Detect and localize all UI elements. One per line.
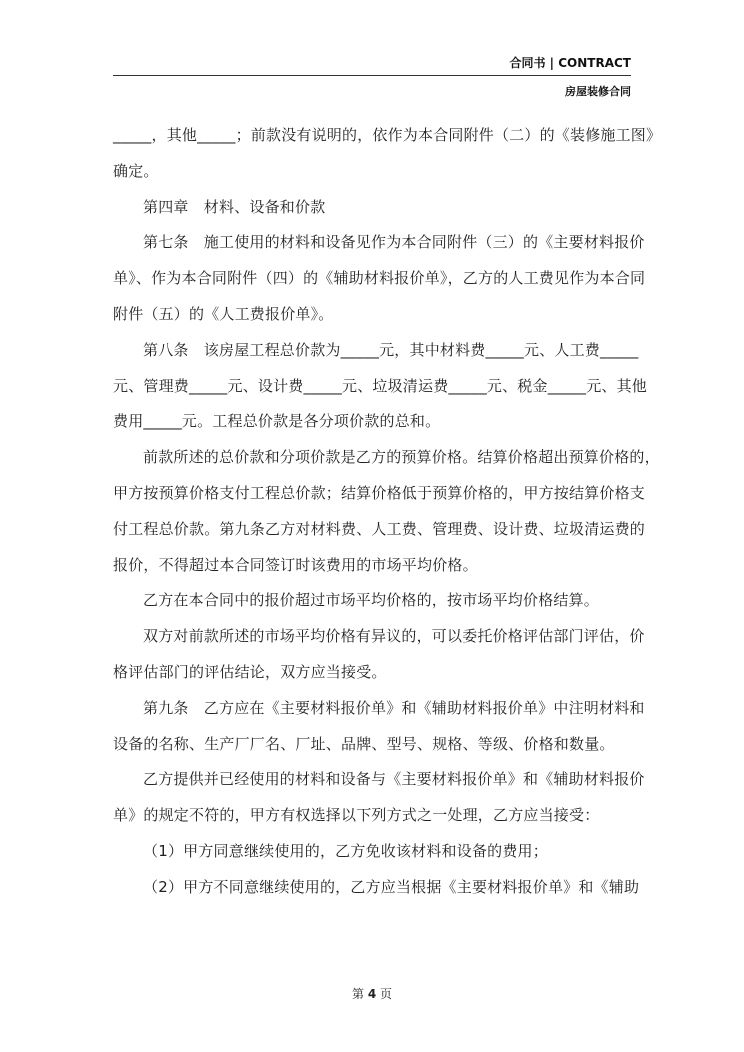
body-line: 第九条 乙方应在《主要材料报价单》和《辅助材料报价单》中注明材料和 bbox=[143, 698, 645, 717]
body-line: 确定。 bbox=[113, 161, 159, 180]
body-line: 费用_____元。工程总价款是各分项价款的总和。 bbox=[113, 412, 441, 431]
page-number-suffix: 页 bbox=[380, 987, 393, 1001]
body-line: 乙方在本合同中的报价超过市场平均价格的，按市场平均价格结算。 bbox=[143, 591, 600, 610]
header-subtitle: 房屋装修合同 bbox=[565, 85, 631, 98]
body-line: 格评估部门的评估结论，双方应当接受。 bbox=[113, 662, 387, 681]
body-line: 前款所述的总价款和分项价款是乙方的预算价格。结算价格超出预算价格的， bbox=[143, 448, 660, 467]
body-line: 第八条 该房屋工程总价款为_____元，其中材料费_____元、人工费_____ bbox=[143, 340, 639, 359]
header-divider bbox=[113, 75, 631, 76]
body-line: 报价，不得超过本合同签订时该费用的市场平均价格。 bbox=[113, 555, 478, 574]
list-item: （2）甲方不同意继续使用的，乙方应当根据《主要材料报价单》和《辅助 bbox=[143, 877, 640, 896]
body-line: 乙方提供并已经使用的材料和设备与《主要材料报价单》和《辅助材料报价 bbox=[143, 770, 645, 789]
chapter-heading: 第四章 材料、设备和价款 bbox=[143, 197, 326, 216]
page-footer bbox=[0, 985, 744, 1002]
body-line: 甲方按预算价格支付工程总价款；结算价格低于预算价格的，甲方按结算价格支 bbox=[113, 483, 646, 502]
page-number-prefix: 第 bbox=[351, 987, 364, 1001]
body-line: 元、管理费_____元、设计费_____元、垃圾清运费_____元、税金_____元、其他 bbox=[113, 376, 648, 395]
header-brand: 合同书 | CONTRACT bbox=[509, 56, 631, 70]
body-line: 双方对前款所述的市场平均价格有异议的，可以委托价格评估部门评估，价 bbox=[143, 627, 645, 646]
page-number: 4 bbox=[367, 987, 377, 1001]
body-line: 单》的规定不符的，甲方有权选择以下列方式之一处理，乙方应当接受： bbox=[113, 806, 600, 825]
body-line: 设备的名称、生产厂厂名、厂址、品牌、型号、规格、等级、价格和数量。 bbox=[113, 734, 615, 753]
body-line: 付工程总价款。第九条乙方对材料费、人工费、管理费、设计费、垃圾清运费的 bbox=[113, 519, 646, 538]
body-line: _____，其他_____；前款没有说明的，依作为本合同附件（二）的《装修施工图》 bbox=[113, 126, 662, 144]
document-body bbox=[113, 118, 662, 906]
body-line: 附件（五）的《人工费报价单》。 bbox=[113, 304, 334, 323]
body-line: 第七条 施工使用的材料和设备见作为本合同附件（三）的《主要材料报价 bbox=[143, 233, 645, 252]
body-line: 单》、作为本合同附件（四）的《辅助材料报价单》，乙方的人工费见作为本合同 bbox=[113, 269, 646, 288]
list-item: （1）甲方同意继续使用的，乙方免收该材料和设备的费用； bbox=[143, 841, 548, 860]
